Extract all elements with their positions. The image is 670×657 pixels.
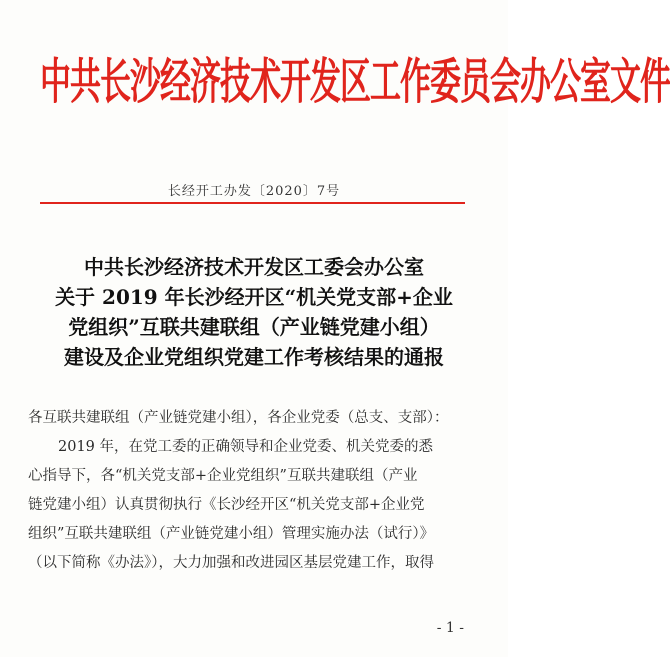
document-body: [28, 404, 480, 578]
title-line: 中共长沙经济技术开发区工委会办公室: [84, 255, 424, 279]
paragraph-line: 链党建小组）认真贯彻执行《长沙经开区“机关党支部+企业党: [28, 497, 425, 513]
document-number: 长经开工办发〔2020〕7号: [167, 184, 341, 199]
title-line: 党组织”互联共建联组（产业链党建小组）: [68, 315, 440, 339]
paragraph-line: 2019 年，在党工委的正确领导和企业党委、机关党委的悉: [58, 439, 434, 455]
title-line: 建设及企业党组织党建工作考核结果的通报: [64, 345, 444, 369]
page-number: - 1 -: [436, 620, 464, 636]
paragraph-line: 组织”互联共建联组（产业链党建小组）管理实施办法（试行）》: [28, 526, 435, 542]
red-divider: [40, 202, 465, 204]
title-line: 关于 2019 年长沙经开区“机关党支部+企业: [55, 285, 453, 309]
issuer-header: 中共长沙经济技术开发区工作委员会办公室文件: [40, 54, 670, 111]
paragraph-line: 心指导下，各“机关党支部+企业党组织”互联共建联组（产业: [28, 468, 418, 484]
document-title: [0, 252, 508, 372]
paragraph-line: （以下简称《办法》），大力加强和改进园区基层党建工作，取得: [28, 555, 434, 571]
salutation: 各互联共建联组（产业链党建小组），各企业党委（总支、支部）：: [28, 410, 449, 426]
